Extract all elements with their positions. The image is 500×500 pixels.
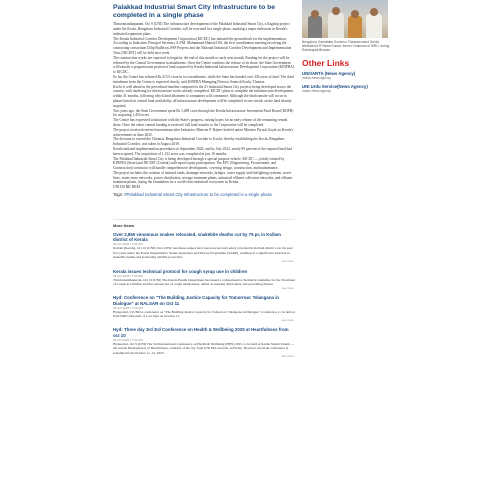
- news-item: [113, 232, 295, 263]
- see-more-link[interactable]: see more..: [281, 258, 295, 263]
- news-item-title[interactable]: Kerala issues technical protocol for cough syrup use in children: [113, 268, 248, 274]
- article-title: Palakkad Industrial Smart City Infrastructure to be completed in a single phase: [113, 4, 276, 19]
- photo-figure-head: [332, 7, 340, 15]
- article-paragraph: So far, the Centre has released Rs 215.6 crore in two instalments, while the State has handed over 330 acres of land. The third instalment from the Centre is expected shortly, said KINFRA Managing Director Santosh Koshy Thomas.: [113, 74, 294, 84]
- sidebar: [302, 0, 390, 97]
- see-more-link[interactable]: see more..: [281, 285, 295, 290]
- other-links-list: [302, 71, 390, 93]
- other-link-item: [302, 84, 390, 93]
- news-item-text: Kollam (Kerala), Oct 10 (UNI) Over 2,850 venomous snakes have been rescued and safely relocated in Kollam district over the past five years under the Forest Department's 'Snake Awareness and Rescue Programme' (SARP), resulting in a significant reduction in snakebite deaths and promoting wildlife protection.: [113, 246, 293, 260]
- other-links-heading: Other Links: [302, 58, 350, 68]
- article-paragraph: The construction works are expected to begin by the end of this month or early next month. Funding for the project will be released by the Central Government in instalments. Once the Centre confirms the release of its share, the State Government will transfer a proportionate portion of land acquired by Kerala Industrial Infrastructure Development Corporation (KINFRA) to KICDC.: [113, 55, 295, 75]
- more-news-section: [113, 219, 295, 359]
- photo-figure: [366, 14, 382, 38]
- photo-figure-head: [351, 10, 359, 18]
- more-news-list: [113, 232, 295, 359]
- photo-figure-head: [370, 8, 378, 16]
- more-news-heading: More News: [113, 223, 135, 229]
- news-item: [113, 327, 295, 358]
- article-paragraph: The Kerala Industrial Corridor Development Corporation (KICDC) has initiated the groundwork for the implementation.: [113, 36, 287, 41]
- news-item-title[interactable]: Hyd: Conference on "The Building Justice Capacity for Tomorrow: Telangana in Dialogue" at NALSAR on Oct 11: [113, 295, 280, 306]
- article-paragraph: Thiruvananthapuram, Oct 9 (UNI) The infrastructure development of the Palakkad Industrial Smart City, a flagship project under the Kochi–Bengaluru Industrial Corridor, will be executed in a single phase, marking a major milestone in Kerala's industrial expansion plans.: [113, 22, 290, 36]
- article-paragraph: Kerala initiated implementation procedures in September 2020, and by July 2022, nearly 85 percent of the required land had been acquired. The acquisition of 1,152 acres was completed in just 16 months.: [113, 146, 292, 156]
- tag-link[interactable]: #Palakkad Industrial Smart City Infrastructure to be completed in a single phase: [124, 192, 272, 198]
- article-paragraph: According to Industries Principal Secretary A.P.M. Mohammed Hanish IAS, the first coordination meeting involving the contracting consortium Dilip Buildcon–PSP Projects and the National Industrial Corridor Development and Implementation Trust (NICDIT) will be held next week.: [113, 41, 292, 55]
- news-item-date: 09 Oct 2025 | 9:56 AM: [113, 242, 143, 247]
- other-link-title[interactable]: UNI Urdu Service(News Agency): [302, 84, 368, 90]
- article-paragraph: The Centre has expressed satisfaction with the State's progress, raising hopes for an early release of the remaining central share. Once the entire central funding is received, full land transfer to the Corporation will be completed.: [113, 118, 288, 127]
- article-paragraph: The project received renewed momentum after Industries Minister P. Rajeev briefed union Minister Piyush Goyal on Kerala's achievements in June 2025.: [113, 127, 294, 137]
- article-paragraph: The decision to extend the Chennai–Bengaluru Industrial Corridor to Kochi, thereby establishing the Kochi–Bengaluru Industrial Corridor, was taken in August 2019.: [113, 137, 285, 147]
- news-item-text: Hyderabad, 9 (UNI) A conference on "The Building Justice Capacity for Tomorrow: Telangana in Dialogue" Conference, to be held at NALSAR University of Law here on October 11.: [113, 309, 295, 319]
- other-link-title[interactable]: UNIVARTA (News Agency): [302, 71, 356, 76]
- photo-figure: [328, 13, 344, 38]
- news-item-date: 09 Oct 2025 | 7:45 AM: [113, 305, 143, 310]
- news-item-date: 09 Oct 2025 | 7:35 AM: [113, 337, 143, 342]
- article-column: [113, 4, 295, 364]
- news-item-text: Thiruvananthapuram, Oct 10 (UNI) The Kerala Health Department has issued a comprehensive Technical Guideline for the Treatment of Cough in Children and the rational use of cough medications, aimed at ensuring child safety and preventing misuse.: [113, 277, 296, 287]
- see-more-link[interactable]: see more..: [281, 317, 295, 322]
- article-tags: [113, 192, 295, 197]
- article-body: [113, 22, 295, 190]
- other-link-item: [302, 71, 390, 80]
- news-photo[interactable]: [302, 0, 388, 38]
- article-paragraph: Two years ago, the State Government spent Rs 1,489 crore through the Kerala Infrastructure Investment Fund Board (KIIFB) for acquiring 1,450 acres.: [113, 108, 294, 118]
- news-item: [113, 295, 295, 322]
- news-item: [113, 269, 295, 291]
- article-paragraph: Kochi is well ahead in the procedural timeline compared to the 21 Industrial Smart City projects being developed across the country, with tendering for infrastructure works already completed. KICDC plans to complete the infrastructure development within 41 months, following which land allotment to companies will commence. Although the land transfer will occur in phases based on central fund availability, all infrastructure development will be completed in one stretch on the land already acquired.: [113, 84, 293, 108]
- news-item-title[interactable]: Over 2,850 venomous snakes relocated, snakebite deaths cut by 75 pc in Kollam district of Kerala: [113, 232, 281, 243]
- photo-figure: [308, 16, 322, 38]
- photo-figure-head: [311, 10, 319, 18]
- news-item-text: Hyderabad, Oct 9 (UNI) The 3rd International Conference on Health & Wellbeing (IHW) 2025, to be held at Kanha Shanti Vanam — the Global Headquarters of Heartfulness, outskirts of the city from 6:30 PM onwards on Friday. However, the main conference is scheduled from October 11–12, 2025.: [113, 341, 294, 355]
- news-item-date: 09 Oct 2025 | 7:55 AM: [113, 273, 143, 278]
- news-item-title[interactable]: Hyd: Three day 3rd 3rd Conference on Health & Wellbeing 2025 at Heartfulness from oct 10: [113, 327, 289, 338]
- tags-label: Tags:: [113, 192, 124, 198]
- other-link-subtitle: Indian News Agency: [302, 89, 331, 94]
- photo-figure: [348, 16, 362, 38]
- photo-caption: Bengaluru: Karnataka Governor Thaawarchand Gehlot felicitated A R Rama Kumar, former Chairman of ISRO, during Rashtrapati Bhavan...: [302, 40, 390, 52]
- article-paragraph: The Palakkad Industrial Smart City is being developed through a special purpose vehicle, KICDC — jointly formed by KINFRA (State) and NICDIT (Central) with equal equity participation. The EPC (Engineering, Procurement, and Construction) contractor will handle comprehensive development, covering design, construction, and maintenance.: [113, 156, 285, 171]
- article-paragraph: UNI DS RK RKM: [113, 185, 140, 190]
- other-link-subtitle: Indian News Agency: [302, 76, 331, 81]
- article-paragraph: The project includes the creation of internal roads, drainage networks, bridges, water supply and firefighting systems, sewer lines, water reuse networks, power distribution, sewage treatment plants, industrial effluent collection networks, and effluent treatment plants, laying the foundation for a world-class industrial ecosystem in Kerala.: [113, 170, 293, 185]
- see-more-link[interactable]: see more..: [281, 353, 295, 358]
